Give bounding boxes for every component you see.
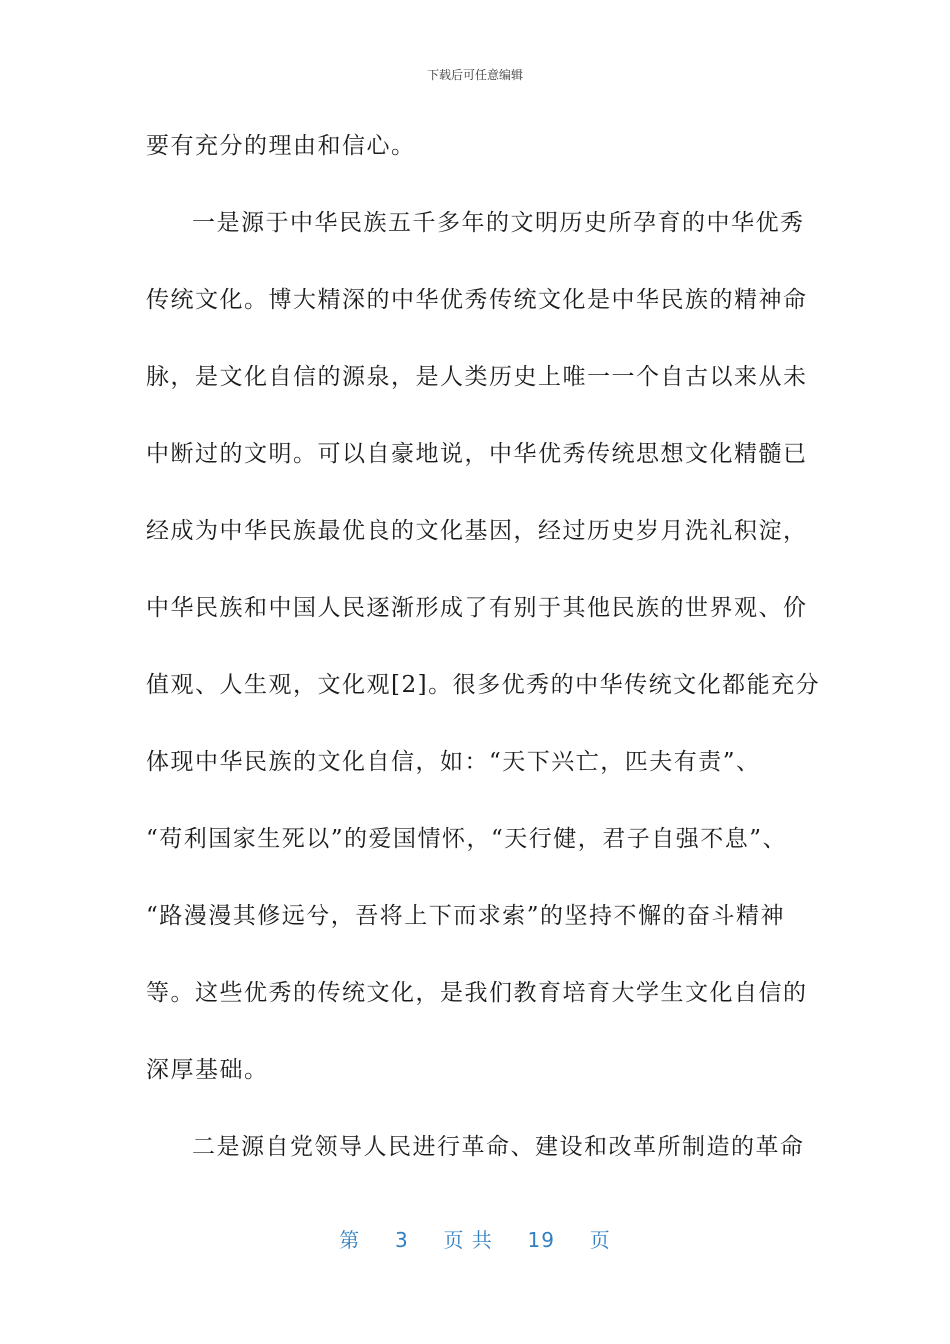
text-line: “路漫漫其修远兮，吾将上下而求索”的坚持不懈的奋斗精神 xyxy=(146,903,786,929)
text-line: 经成为中华民族最优良的文化基因，经过历史岁月洗礼积淀， xyxy=(146,518,808,544)
document-body xyxy=(146,126,821,1204)
paragraph-first-line: 一是源于中华民族五千多年的文明历史所孕育的中华优秀 xyxy=(192,210,805,236)
text-line: “苟利国家生死以”的爱国情怀，“天行健，君子自强不息”、 xyxy=(146,826,788,852)
page-suffix: 页 xyxy=(589,1228,611,1252)
text-line: 深厚基础。 xyxy=(146,1057,269,1083)
paragraph-first-line: 二是源自党领导人民进行革命、建设和改革所制造的革命 xyxy=(192,1134,805,1160)
text-line: 中华民族和中国人民逐渐形成了有别于其他民族的世界观、价 xyxy=(146,595,808,621)
text-line: 要有充分的理由和信心。 xyxy=(146,133,416,159)
text-line: 脉，是文化自信的源泉，是人类历史上唯一一个自古以来从未 xyxy=(146,364,808,390)
text-line: 传统文化。博大精深的中华优秀传统文化是中华民族的精神命 xyxy=(146,287,808,313)
text-line: 中断过的文明。可以自豪地说，中华优秀传统思想文化精髓已 xyxy=(146,441,808,467)
page-number: 3 xyxy=(395,1228,409,1252)
header-note: 下载后可任意编辑 xyxy=(426,68,523,82)
page-footer xyxy=(0,1224,950,1253)
page-prefix: 第 xyxy=(339,1228,361,1252)
total-pages: 19 xyxy=(527,1228,555,1252)
page-middle: 页 共 xyxy=(443,1228,493,1252)
text-line: 值观、人生观，文化观[2]。很多优秀的中华传统文化都能充分 xyxy=(146,672,821,698)
text-line: 等。这些优秀的传统文化，是我们教育培育大学生文化自信的 xyxy=(146,980,808,1006)
text-line: 体现中华民族的文化自信，如：“天下兴亡，匹夫有责”、 xyxy=(146,749,761,775)
